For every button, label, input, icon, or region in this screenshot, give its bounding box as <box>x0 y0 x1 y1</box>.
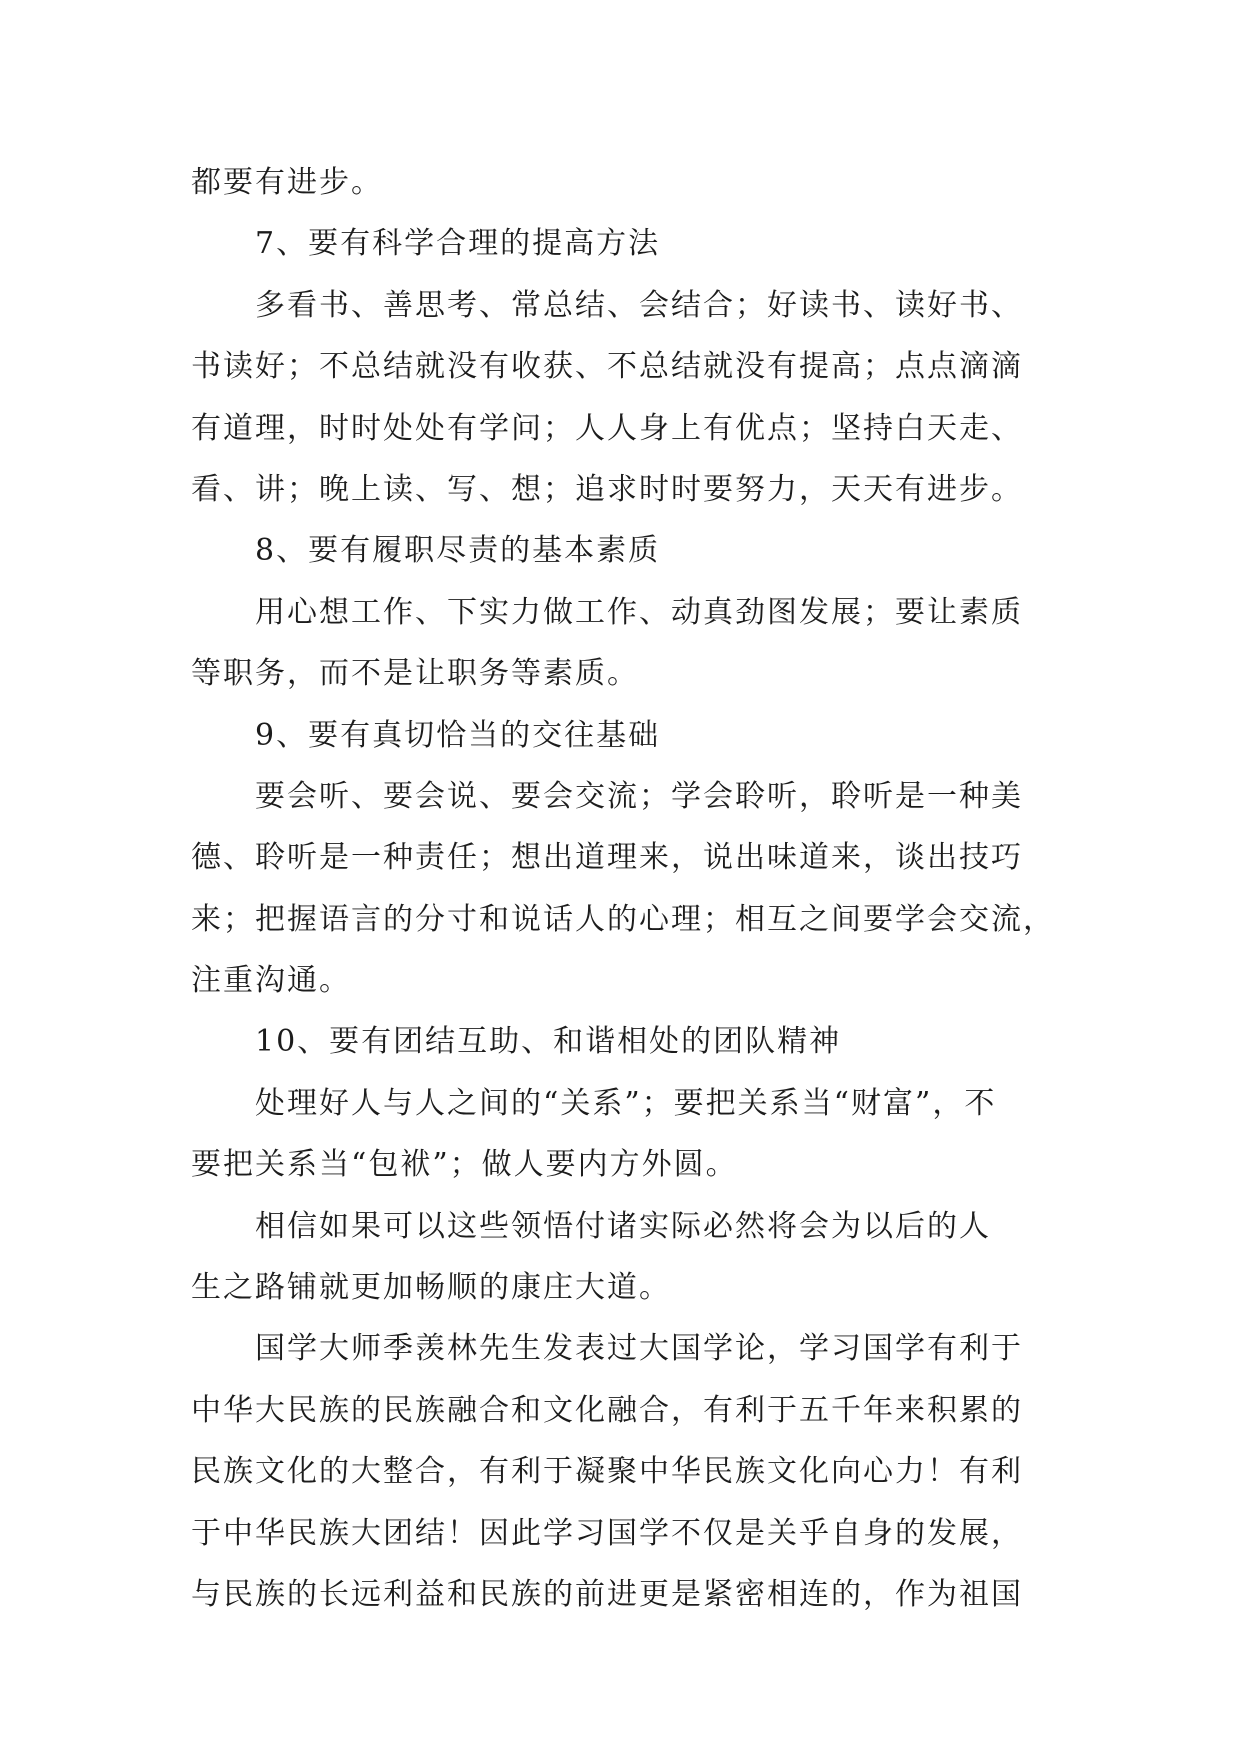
text-line: 都要有进步。 <box>191 165 383 200</box>
text-line: 8、要有履职尽责的基本素质 <box>255 533 661 569</box>
text-line: 国学大师季羡林先生发表过大国学论，学习国学有利于 <box>255 1331 1023 1367</box>
text-line: 德、聆听是一种责任；想出道理来，说出味道来，谈出技巧 <box>191 840 1023 876</box>
text-line: 与民族的长远利益和民族的前进更是紧密相连的，作为祖国 <box>191 1576 1023 1612</box>
text-line: 处理好人与人之间的“关系”；要把关系当“财富”，不 <box>255 1085 997 1121</box>
text-line: 相信如果可以这些领悟付诸实际必然将会为以后的人 <box>255 1208 991 1244</box>
text-line: 民族文化的大整合，有利于凝聚中华民族文化向心力！有利 <box>191 1454 1023 1490</box>
text-line: 要把关系当“包袱”；做人要内方外圆。 <box>191 1147 738 1183</box>
text-line: 生之路铺就更加畅顺的康庄大道。 <box>191 1270 671 1306</box>
text-line: 用心想工作、下实力做工作、动真劲图发展；要让素质 <box>255 594 1023 630</box>
text-line: 多看书、善思考、常总结、会结合；好读书、读好书、 <box>255 287 1023 323</box>
document-body <box>191 152 1071 1625</box>
text-line: 有道理，时时处处有学问；人人身上有优点；坚持白天走、 <box>191 410 1023 446</box>
text-line: 7、要有科学合理的提高方法 <box>255 226 661 262</box>
text-line: 于中华民族大团结！因此学习国学不仅是关乎自身的发展， <box>191 1515 1023 1551</box>
text-line: 看、讲；晚上读、写、想；追求时时要努力，天天有进步。 <box>191 471 1023 507</box>
text-line: 等职务，而不是让职务等素质。 <box>191 656 639 692</box>
text-line: 书读好；不总结就没有收获、不总结就没有提高；点点滴滴 <box>191 349 1023 385</box>
text-line: 来；把握语言的分寸和说话人的心理；相互之间要学会交流， <box>191 901 1055 937</box>
text-line: 10、要有团结互助、和谐相处的团队精神 <box>255 1024 842 1060</box>
text-line: 要会听、要会说、要会交流；学会聆听，聆听是一种美 <box>255 778 1023 814</box>
text-line: 中华大民族的民族融合和文化融合，有利于五千年来积累的 <box>191 1392 1023 1428</box>
text-line: 9、要有真切恰当的交往基础 <box>255 717 661 753</box>
text-line: 注重沟通。 <box>191 963 351 999</box>
